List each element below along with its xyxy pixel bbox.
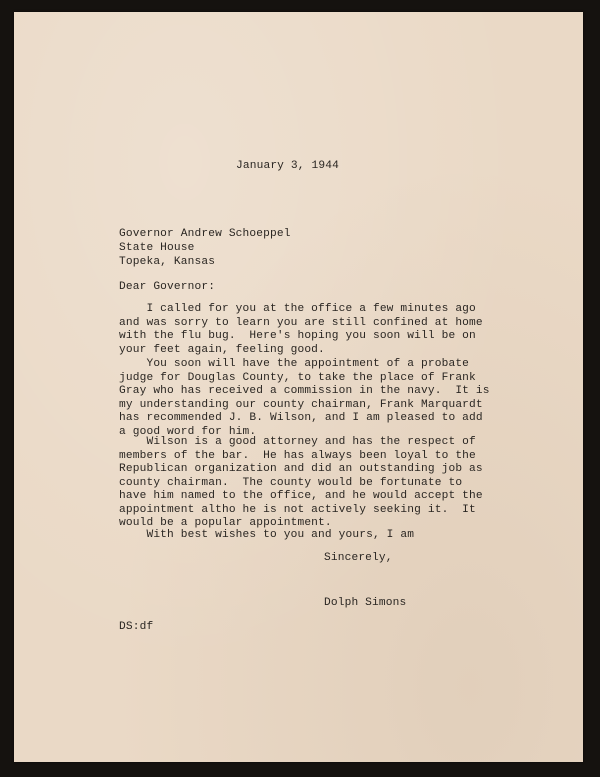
recipient-city: Topeka, Kansas [119, 256, 216, 268]
letter-page [14, 12, 583, 762]
typist-initials: DS:df [119, 621, 154, 633]
body-paragraph: Wilson is a good attorney and has the respect of members of the bar. He has always been loyal to the Republican organization and did an outstanding job as county chairman. The county would be fortunate to have him named to the office, and he would accept the appointment altho he is not actively seeking it. It would be a popular appointment. [119, 436, 483, 529]
recipient-address-line: State House [119, 242, 195, 254]
body-paragraph: You soon will have the appointment of a probate judge for Douglas County, to take the place of Frank Gray who has received a commission in the navy. It is my understanding our county chairman, Frank Marquardt has recommended J. B. Wilson, and I am pleased to add a good word for him. [119, 358, 490, 438]
body-paragraph: I called for you at the office a few minutes ago and was sorry to learn you are still confined at home with the flu bug. Here's hoping you soon will be on your feet again, feeling good. [119, 303, 483, 356]
letter-date: January 3, 1944 [236, 160, 339, 172]
signature-name: Dolph Simons [324, 597, 407, 609]
closing: Sincerely, [324, 552, 393, 564]
salutation: Dear Governor: [119, 281, 216, 293]
body-paragraph: With best wishes to you and yours, I am [119, 529, 415, 541]
recipient-name: Governor Andrew Schoeppel [119, 228, 291, 240]
